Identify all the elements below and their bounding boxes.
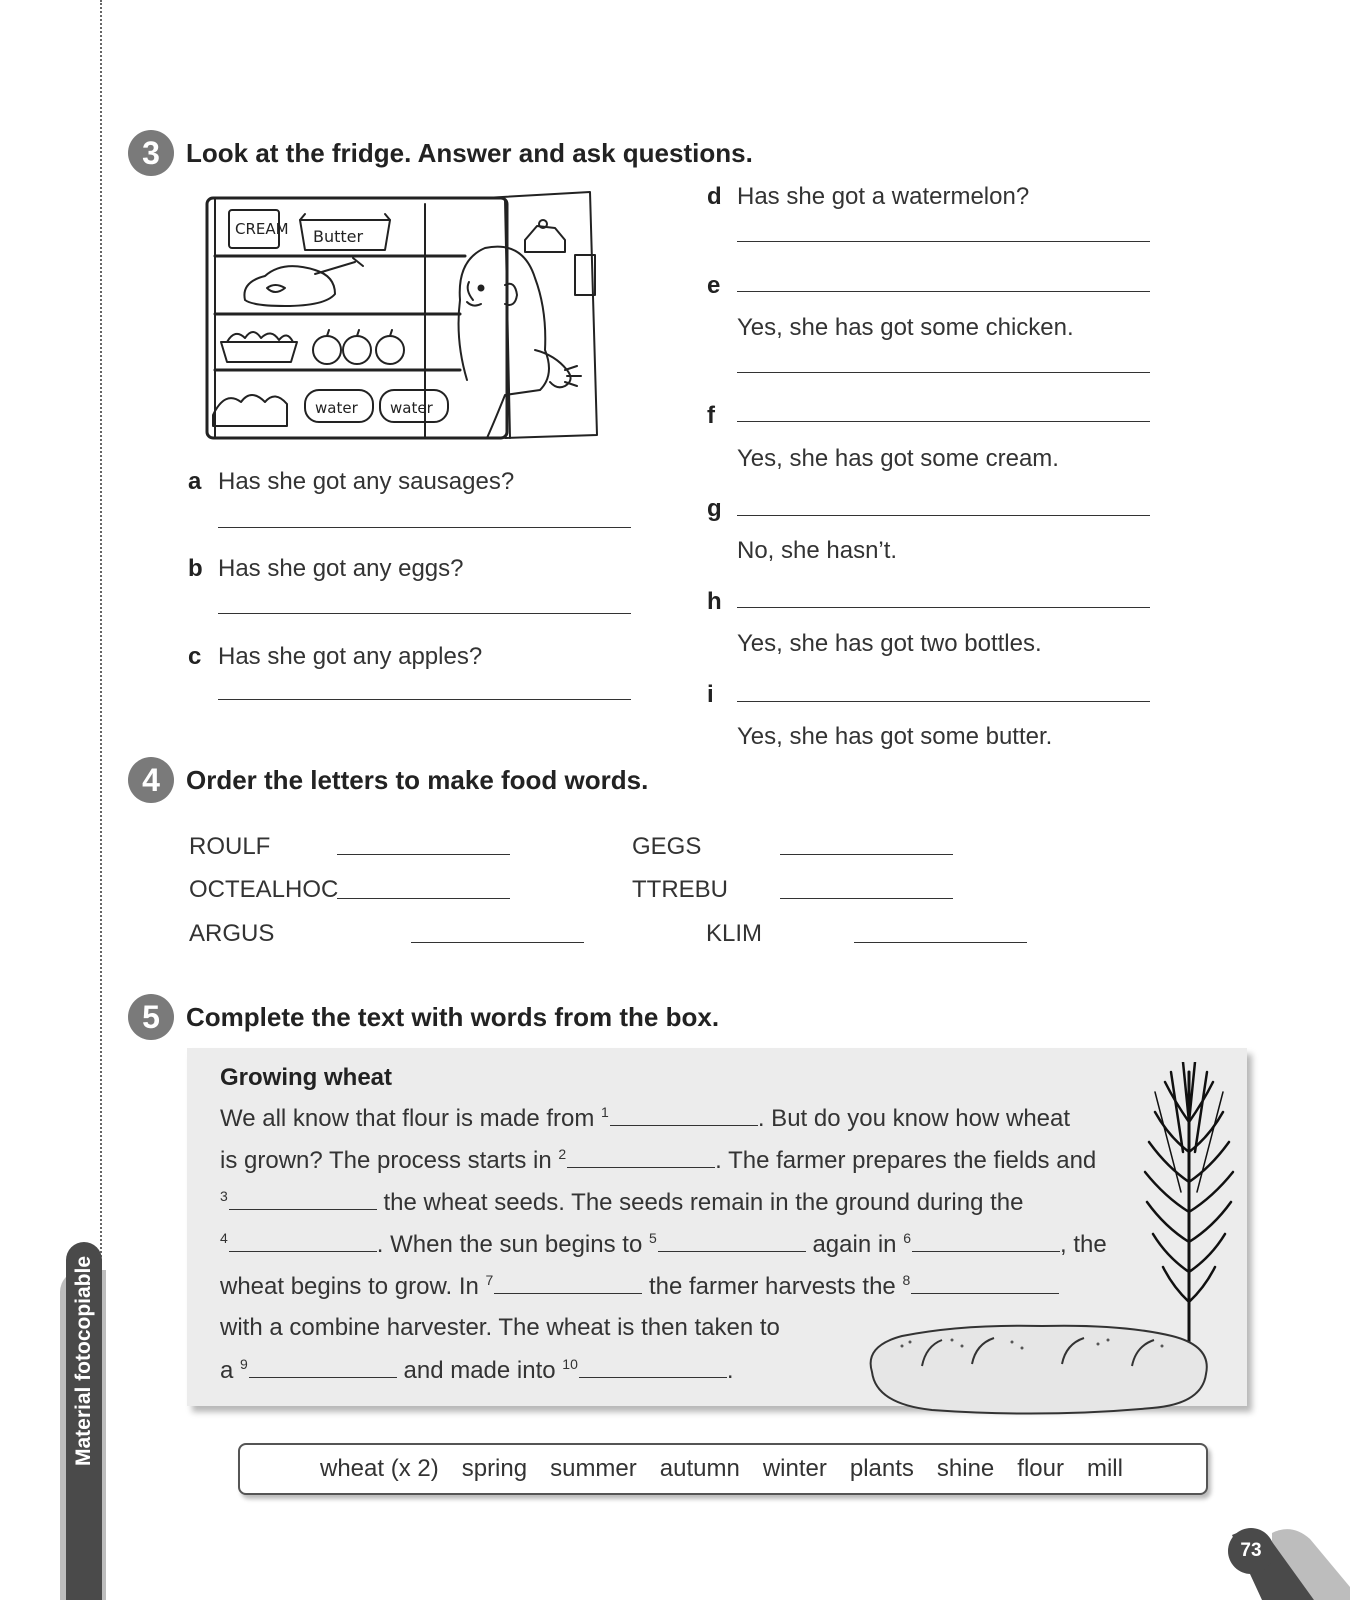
scrambled-word: ROULF: [189, 833, 271, 860]
word-bank-item: flour: [1017, 1455, 1064, 1482]
gap-blank[interactable]: [567, 1149, 715, 1168]
gap-blank[interactable]: [579, 1359, 727, 1378]
scrambled-word: ARGUS: [189, 920, 275, 947]
exercise-5-header: [128, 994, 719, 1040]
question-text: Has she got any sausages?: [218, 468, 515, 495]
butter-label: Butter: [313, 227, 364, 246]
gap-blank[interactable]: [494, 1275, 642, 1294]
answer-line[interactable]: [854, 942, 1027, 943]
answer-line[interactable]: [737, 241, 1150, 242]
scrambled-word: TTREBU: [632, 876, 728, 903]
side-tab-label: Material fotocopiable: [72, 1255, 95, 1467]
answer-line[interactable]: [337, 854, 510, 855]
reading-title: Growing wheat: [220, 1064, 393, 1091]
answer-line[interactable]: [737, 372, 1150, 373]
gap-blank[interactable]: [229, 1191, 377, 1210]
exercise-number: 4: [128, 757, 174, 803]
word-bank-item: mill: [1086, 1455, 1123, 1482]
answer-line[interactable]: [780, 898, 953, 899]
text-line: wheat begins to grow. In $^7$ the farmer harvests the $^8$: [220, 1272, 1059, 1301]
water-label: water: [390, 399, 433, 417]
gap-blank[interactable]: [911, 1275, 1059, 1294]
answer-line[interactable]: [337, 898, 510, 899]
answer-line[interactable]: [218, 613, 631, 614]
given-answer: Yes, she has got some cream.: [737, 445, 1059, 472]
question-letter: f: [707, 402, 715, 429]
text-line: a $^9$ and made into $^{10}$ .: [220, 1356, 734, 1384]
exercise-3-header: [128, 130, 753, 176]
exercise-title: Complete the text with words from the box.: [186, 1001, 720, 1032]
exercise-title: Order the letters to make food words.: [186, 764, 649, 795]
gap-blank[interactable]: [658, 1233, 806, 1252]
text-line: $^4$ . When the sun begins to $^5$ again in $^6$ , the: [220, 1230, 1107, 1258]
fridge-illustration: [205, 190, 625, 445]
given-answer: Yes, she has got two bottles.: [737, 630, 1042, 657]
scrambled-word: KLIM: [706, 920, 763, 947]
question-text: Has she got a watermelon?: [737, 183, 1030, 210]
given-answer: No, she hasn’t.: [737, 537, 898, 564]
cream-label: CREAM: [235, 220, 289, 238]
word-bank-item: summer: [550, 1455, 637, 1482]
word-bank-item: autumn: [659, 1455, 740, 1482]
gap-blank[interactable]: [249, 1359, 397, 1378]
word-bank-item: spring: [461, 1455, 528, 1482]
text-line: is grown? The process starts in $^2$ . The farmer prepares the fields and: [220, 1146, 1097, 1174]
answer-line[interactable]: [411, 942, 584, 943]
scrambled-word: GEGS: [632, 833, 702, 860]
gap-blank[interactable]: [610, 1107, 758, 1126]
question-letter: h: [707, 588, 722, 615]
scrambled-word: OCTEALHOC: [189, 876, 339, 903]
question-letter: c: [188, 643, 202, 670]
word-bank-item: winter: [762, 1455, 827, 1482]
question-line[interactable]: [737, 291, 1150, 292]
word-bank-item: shine: [936, 1455, 995, 1482]
question-letter: b: [188, 555, 203, 582]
question-line[interactable]: [737, 515, 1150, 516]
question-text: Has she got any eggs?: [218, 555, 464, 582]
gap-blank[interactable]: [912, 1233, 1060, 1252]
question-letter: d: [707, 183, 722, 210]
question-letter: g: [707, 495, 722, 522]
question-letter: e: [707, 272, 721, 299]
gap-blank[interactable]: [229, 1233, 377, 1252]
given-answer: Yes, she has got some butter.: [737, 723, 1053, 750]
question-line[interactable]: [737, 421, 1150, 422]
text-line: We all know that flour is made from $^1$ . But do you know how wheat: [220, 1104, 1071, 1132]
exercise-number: 5: [128, 994, 174, 1040]
bread-loaf-illustration: [862, 1322, 1212, 1416]
word-bank-item: plants: [849, 1455, 914, 1482]
answer-line[interactable]: [218, 699, 631, 700]
given-answer: Yes, she has got some chicken.: [737, 314, 1074, 341]
word-bank-item: wheat (x 2): [320, 1455, 439, 1482]
water-label: water: [315, 399, 358, 417]
exercise-number: 3: [128, 130, 174, 176]
answer-line[interactable]: [780, 854, 953, 855]
question-letter: a: [188, 468, 202, 495]
answer-line[interactable]: [218, 527, 631, 528]
question-line[interactable]: [737, 701, 1150, 702]
exercise-title: Look at the fridge. Answer and ask questions.: [186, 137, 753, 168]
question-text: Has she got any apples?: [218, 643, 483, 670]
exercise-4-header: [128, 757, 648, 803]
text-line: with a combine harvester. The wheat is then taken to: [220, 1314, 780, 1341]
text-line: $^3$ the wheat seeds. The seeds remain in the ground during the: [220, 1188, 1024, 1216]
question-line[interactable]: [737, 607, 1150, 608]
word-bank: [238, 1443, 1208, 1495]
page-number: 73: [1228, 1528, 1274, 1574]
question-letter: i: [707, 681, 714, 708]
